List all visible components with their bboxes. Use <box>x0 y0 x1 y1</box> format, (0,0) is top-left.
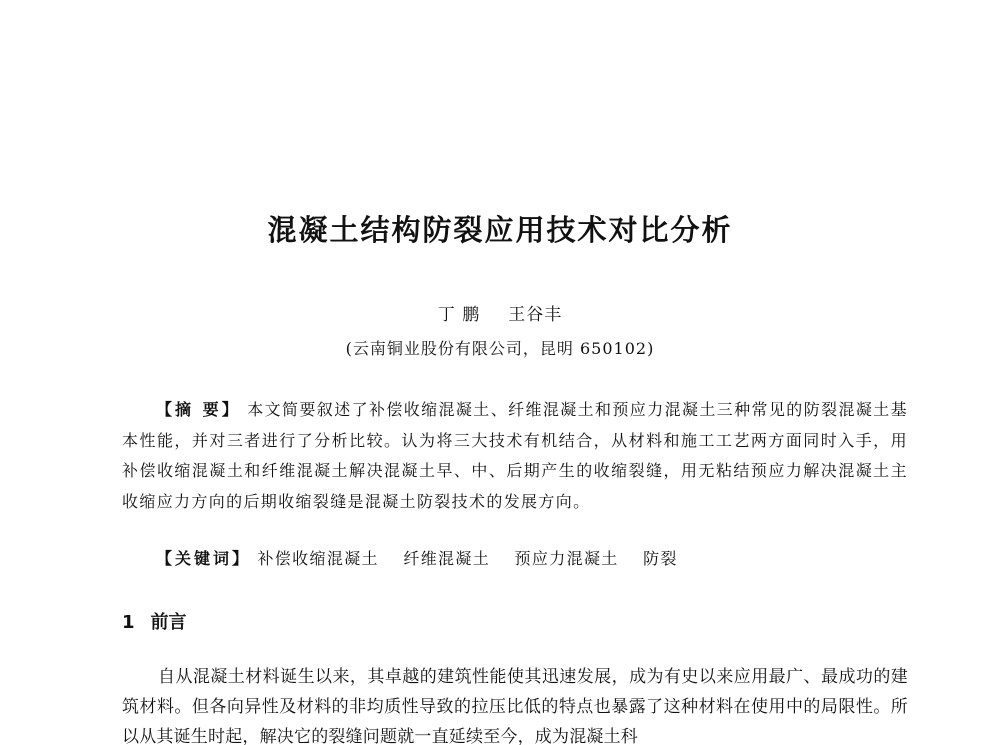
section-heading <box>122 608 187 634</box>
author-name: 丁 鹏 <box>437 305 481 325</box>
section-number: 1 <box>122 612 135 633</box>
keywords-tag: 【关键词】 <box>156 549 252 568</box>
keyword: 补偿收缩混凝土 <box>257 549 379 568</box>
body-paragraph: 自从混凝土材料诞生以来，其卓越的建筑性能使其迅速发展，成为有史以来应用最广、最成功的建筑材料。但各向异性及材料的非均质性导致的拉压比低的特点也暴露了这种材料在使用中的局限性。所以从其诞生时起，解决它的裂缝问题就一直延续至今，成为混凝土科 <box>122 667 908 745</box>
abstract-paragraph <box>122 395 908 517</box>
keyword: 预应力混凝土 <box>514 549 619 568</box>
abstract-tag: 【摘 要】 <box>156 400 241 419</box>
keyword: 防裂 <box>643 549 678 568</box>
author-list <box>0 300 1000 325</box>
keywords-line <box>156 546 916 569</box>
section-title: 前言 <box>150 612 187 633</box>
author-name: 王谷丰 <box>508 305 563 325</box>
paper-title: 混凝土结构防裂应用技术对比分析 <box>267 213 733 247</box>
author-affiliation: (云南铜业股份有限公司，昆明 650102) <box>345 339 655 358</box>
keyword: 纤维混凝土 <box>403 549 491 568</box>
abstract-text: 本文简要叙述了补偿收缩混凝土、纤维混凝土和预应力混凝土三种常见的防裂混凝土基本性能，并对三者进行了分析比较。认为将三大技术有机结合，从材料和施工工艺两方面同时入手，用补偿收缩混凝土和纤维混凝土解决混凝土早、中、后期产生的收缩裂缝，用无粘结预应力解决混凝土主收缩应力方向的后期收缩裂缝是混凝土防裂技术的发展方向。 <box>122 400 908 511</box>
